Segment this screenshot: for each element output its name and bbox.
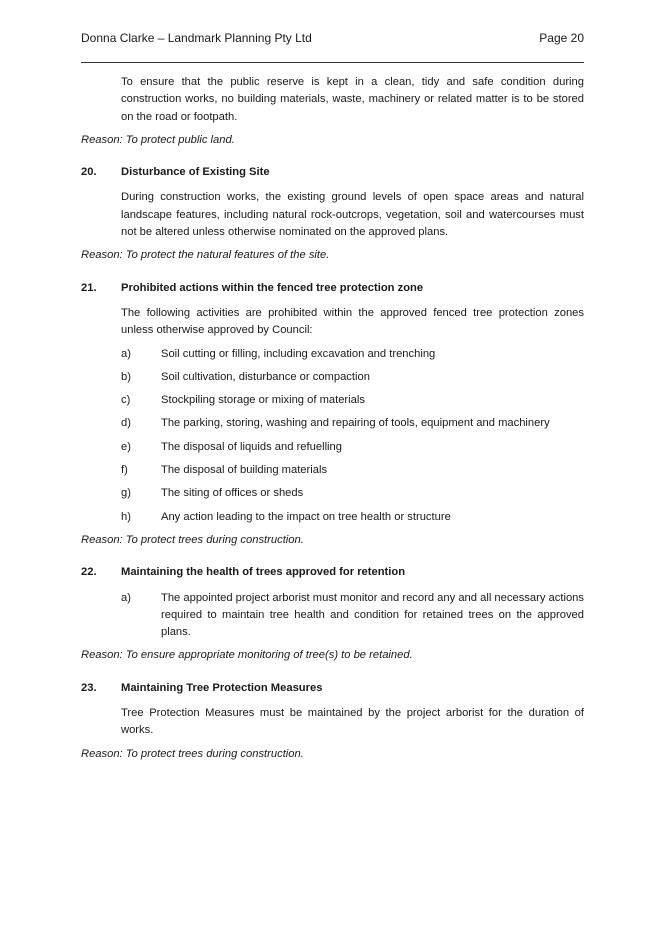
header-author: Donna Clarke – Landmark Planning Pty Ltd [81,31,312,45]
list-item [121,392,584,409]
page-number: Page 20 [539,31,584,45]
intro-paragraph: To ensure that the public reserve is kept in a clean, tidy and safe condition during construction works, no building materials, waste, machinery or related matter is to be stored on the road or footpath. [121,76,584,123]
header-rule [81,62,584,63]
section-20-number: 20. [81,166,97,179]
list-item-label: h) [121,510,131,523]
list-item-text: The parking, storing, washing and repairing of tools, equipment and machinery [161,417,550,430]
section-22-reason: Reason: To ensure appropriate monitoring of tree(s) to be retained. [81,649,413,662]
section-23-title: Maintaining Tree Protection Measures [121,681,323,694]
list-item [121,485,584,502]
list-item-text: Soil cultivation, disturbance or compaction [161,370,370,383]
list-item-text: The disposal of liquids and refuelling [161,440,342,453]
list-item-label: a) [121,347,131,360]
section-22-heading [81,564,584,581]
list-item [121,462,584,479]
list-item [121,509,584,526]
list-item [121,346,584,363]
section-20-heading [81,164,584,181]
list-item-label: b) [121,370,131,383]
list-item-text: The disposal of building materials [161,464,328,477]
list-item-label: e) [121,440,131,453]
section-20-title: Disturbance of Existing Site [121,166,270,179]
section-20-paragraph: During construction works, the existing ground levels of open space areas and natural landscape features, including natural rock-outcrops, vegetation, soil and watercourses must not be altered unless otherwise nominated on the approved plans. [121,191,584,239]
list-item-text: Soil cutting or filling, including excavation and trenching [161,347,436,360]
section-23-number: 23. [81,681,97,694]
page-header [81,31,584,49]
list-item [121,369,584,386]
list-item-text: Any action leading to the impact on tree health or structure [161,510,451,523]
list-item-label: c) [121,394,131,407]
section-20-reason: Reason: To protect the natural features of the site. [81,249,330,262]
list-item-label: d) [121,417,131,430]
list-item [121,415,584,432]
section-23-heading [81,680,584,697]
list-item-text: Stockpiling storage or mixing of materials [161,394,365,407]
list-item-text: The siting of offices or sheds [161,487,304,500]
list-item-text: The appointed project arborist must monitor and record any and all necessary actions required to maintain tree health and condition for retained trees on the approved plans. [161,591,584,639]
intro-reason: Reason: To protect public land. [81,133,235,146]
section-22-number: 22. [81,566,97,579]
section-23-reason: Reason: To protect trees during construction. [81,747,304,760]
section-21-heading [81,280,584,297]
list-item-label: a) [121,591,131,604]
section-21-title: Prohibited actions within the fenced tree protection zone [121,281,424,294]
section-21-reason: Reason: To protect trees during construction. [81,533,304,546]
list-item [121,439,584,456]
section-21-paragraph: The following activities are prohibited within the approved fenced tree protection zones unless otherwise approved by Council: [121,306,584,337]
section-21-number: 21. [81,281,97,294]
list-item-label: f) [121,464,128,477]
section-23-paragraph: Tree Protection Measures must be maintained by the project arborist for the duration of works. [121,707,584,737]
list-item-label: g) [121,487,131,500]
document-body [81,74,584,763]
section-22-title: Maintaining the health of trees approved for retention [121,566,406,579]
list-item [121,590,584,642]
